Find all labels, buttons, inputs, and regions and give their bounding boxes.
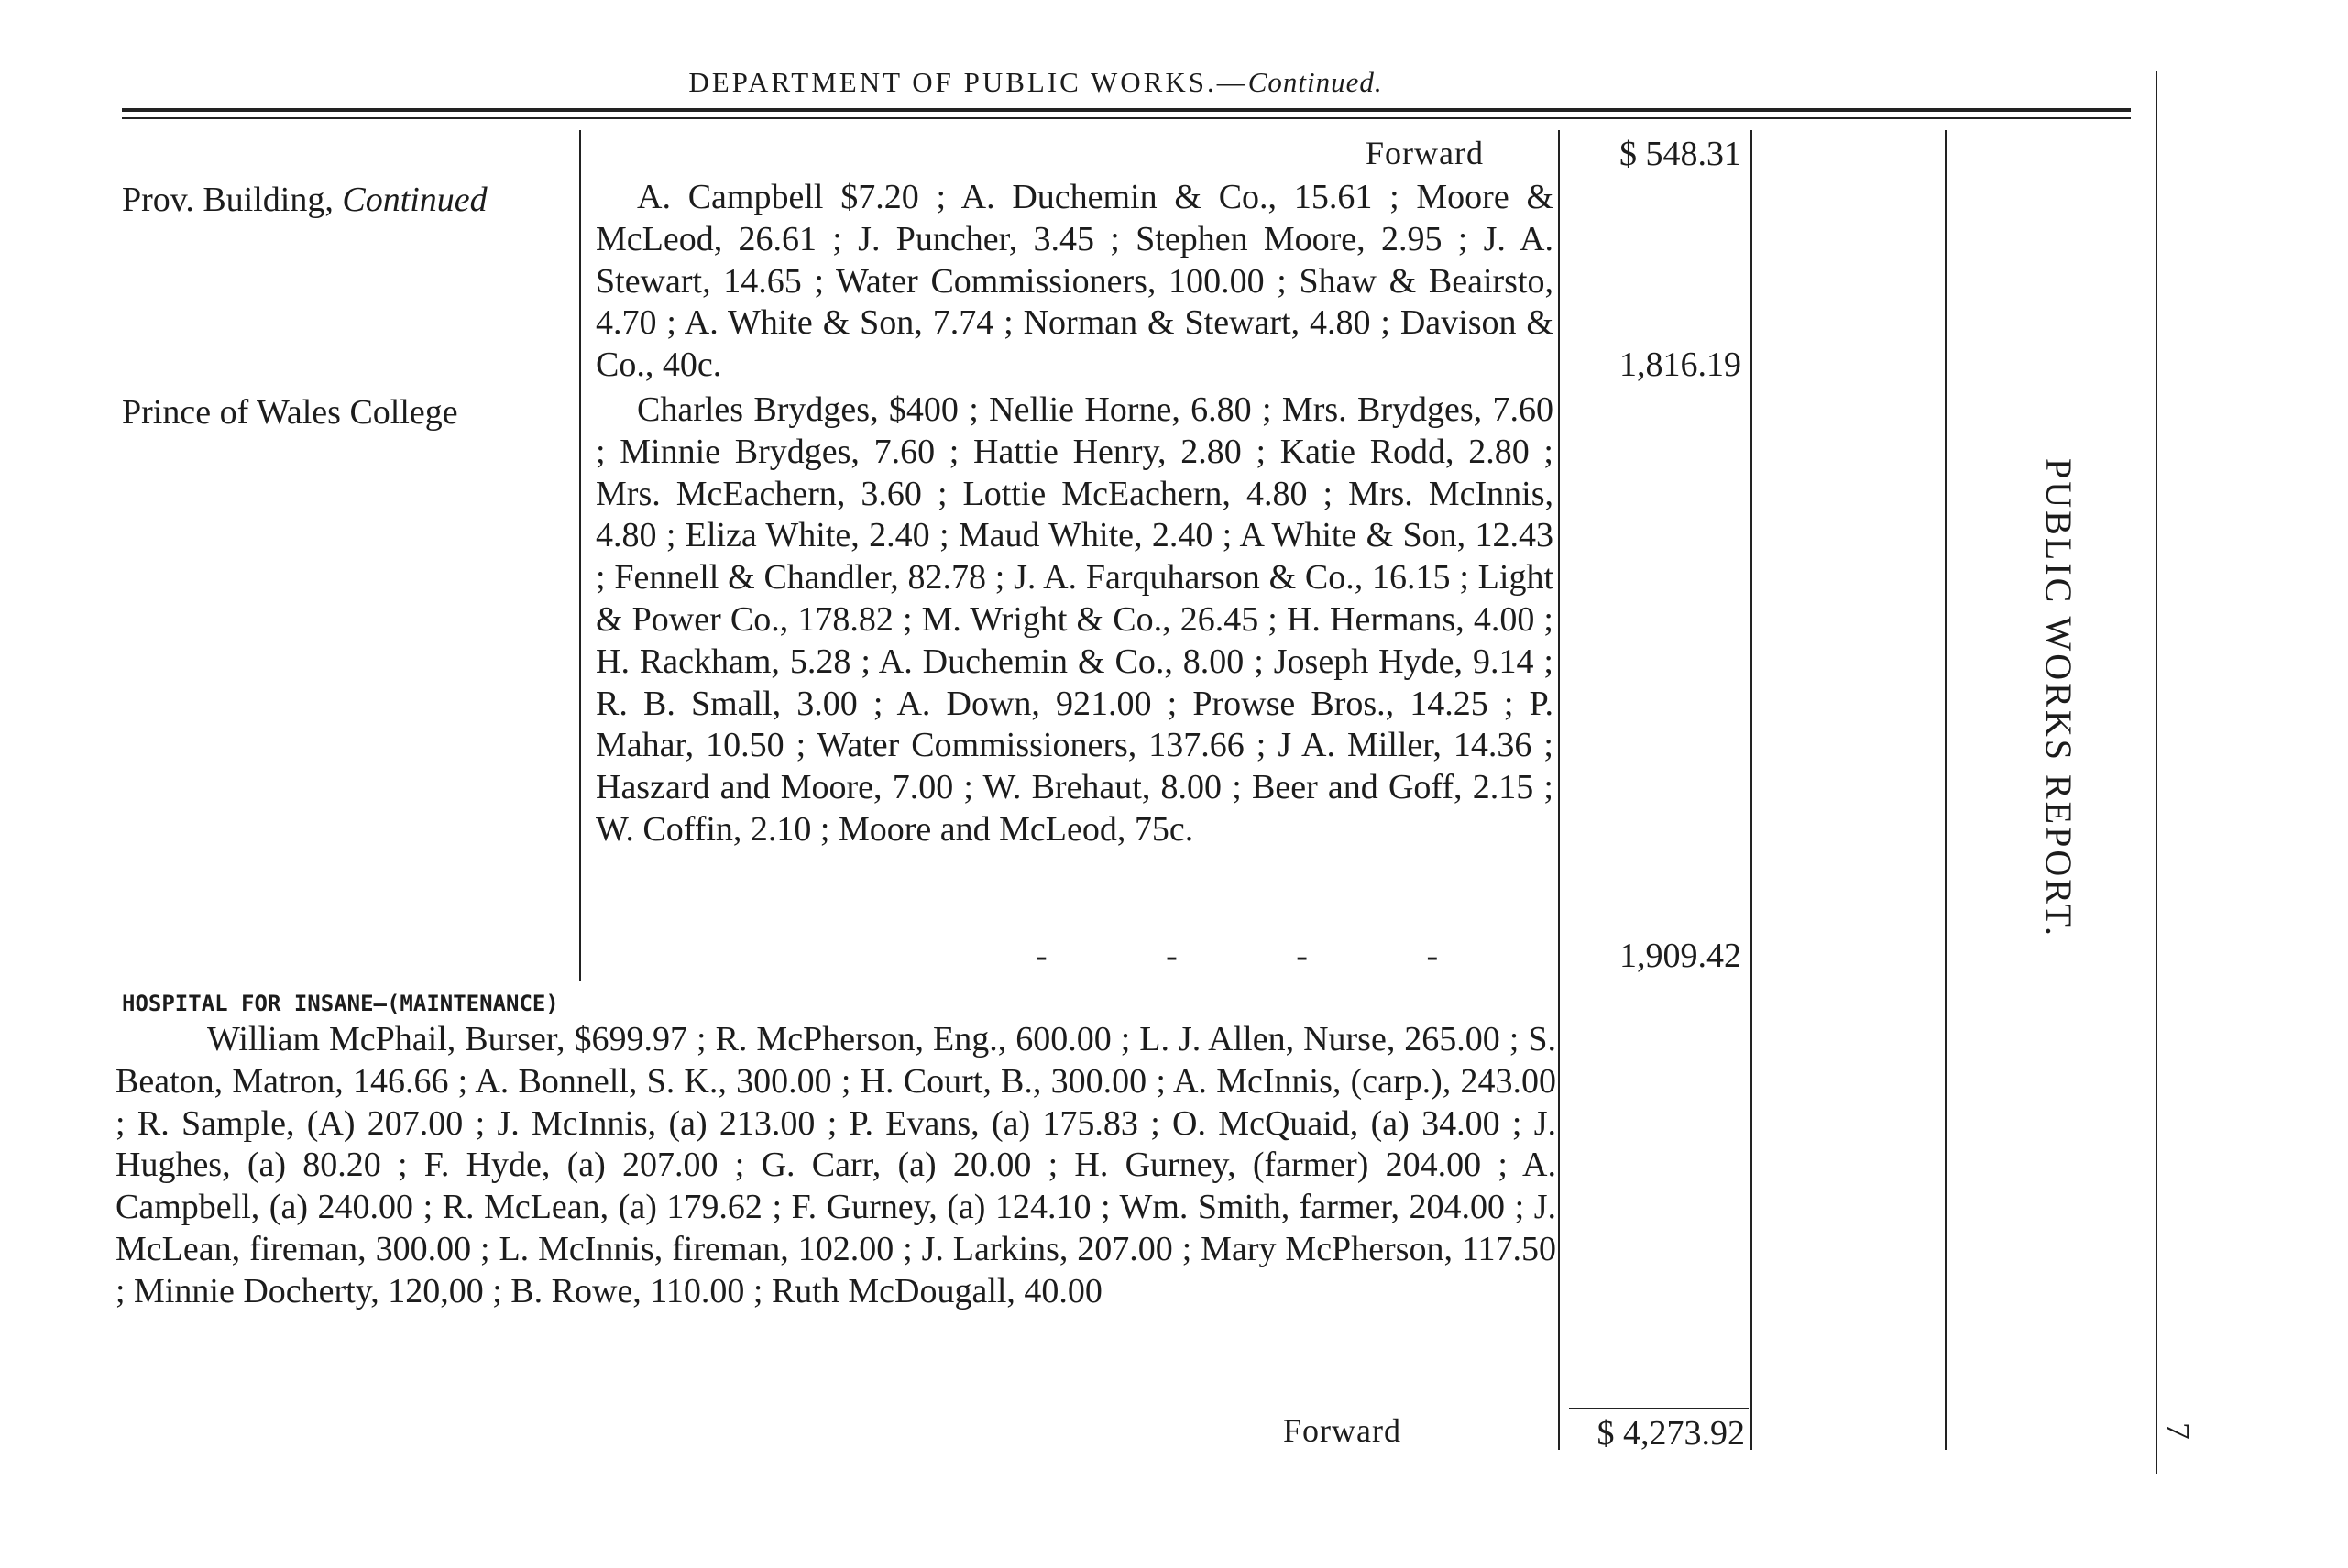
hospital-text	[115, 1019, 1556, 1313]
running-head: PUBLIC WORKS REPORT.	[2038, 458, 2079, 938]
entry-amount-prince-of-wales-college: 1,909.42	[1619, 937, 1741, 975]
entry-amount-prov-building: 1,816.19	[1619, 345, 1741, 384]
forward-bottom-amount: $ 4,273.92	[1596, 1414, 1745, 1453]
entry-label-prince-of-wales-college: Prince of Wales College	[122, 393, 458, 432]
header-rule-bottom	[122, 117, 2131, 119]
entry-label: Prov. Building,	[122, 181, 334, 219]
amount-column-rule-left	[1558, 130, 1560, 1450]
entry-text: Charles Brydges, $400 ; Nellie Horne, 6.80 ; Mrs. Brydges, 7.60 ; Minnie Brydges, 7.60 ; Hattie Henry, 2.80 ; Katie Rodd, 2.80 ; Mrs. McEachern, 3.60 ; Lottie McEachern, 4.80 ; Mrs. McInnis, 4.80 ; Eliza White, 2.40 ; Maud White, 2.40 ; A White & Son, 12.43 ; Fennell & Chandler, 82.78 ; J. A. Farquharson & Co., 16.15 ; Light & Power Co., 178.82 ; M. Wright & Co., 26.45 ; H. Hermans, 4.00 ; H. Rackham, 5.28 ; A. Duchemin & Co., 8.00 ; Joseph Hyde, 9.14 ; R. B. Small, 3.00 ; A. Down, 921.00 ; Prowse Bros., 14.25 ; P. Mahar, 10.50 ; Water Commissioners, 137.66 ; J A. Miller, 14.36 ; Haszard and Moore, 7.00 ; W. Brehaut, 8.00 ; Beer and Goff, 2.15 ; W. Coffin, 2.10 ; Moore and McLeod, 75c.	[596, 390, 1553, 849]
entry-text: A. Campbell $7.20 ; A. Duchemin & Co., 15.61 ; Moore & McLeod, 26.61 ; J. Puncher, 3.45 ; Stephen Moore, 2.95 ; J. A. Stewart, 14.65 ; Water Commissioners, 100.00 ; Shaw & Beairsto, 4.70 ; A. White & Son, 7.74 ; Norman & Stewart, 4.80 ; Davison & Co., 40c.	[596, 178, 1553, 385]
total-rule	[1569, 1408, 1749, 1409]
entry-text-prov-building	[596, 177, 1553, 387]
header-continued: Continued.	[1247, 66, 1383, 98]
forward-top-amount: $ 548.31	[1619, 135, 1741, 173]
entry-label-continued: Continued	[342, 181, 488, 219]
entry-text-prince-of-wales-college	[596, 389, 1553, 851]
amount-column-rule-right	[1750, 130, 1752, 1450]
margin-rule	[2156, 71, 2157, 1474]
entry-label-prov-building	[122, 180, 488, 220]
column-rule-3	[1945, 130, 1947, 1450]
page-header	[532, 66, 1540, 99]
header-rule-top	[122, 108, 2131, 112]
hospital-entry-text: William McPhail, Burser, $699.97 ; R. McPherson, Eng., 600.00 ; L. J. Allen, Nurse, 265.00 ; S. Beaton, Matron, 146.66 ; A. Bonnell, S. K., 300.00 ; H. Court, B., 300.00 ; A. McInnis, (carp.), 243.00 ; R. Sample, (A) 207.00 ; J. McInnis, (a) 213.00 ; P. Evans, (a) 175.83 ; O. McQuaid, (a) 34.00 ; J. Hughes, (a) 80.20 ; F. Hyde, (a) 207.00 ; G. Carr, (a) 20.00 ; H. Gurney, (farmer) 204.00 ; A. Campbell, (a) 240.00 ; R. McLean, (a) 179.62 ; F. Gurney, (a) 124.10 ; Wm. Smith, farmer, 204.00 ; J. McLean, fireman, 300.00 ; L. McInnis, fireman, 102.00 ; J. Larkins, 207.00 ; Mary McPherson, 117.50 ; Minnie Docherty, 120,00 ; B. Rowe, 110.00 ; Ruth McDougall, 40.00	[115, 1020, 1556, 1310]
forward-top-label: Forward	[1366, 135, 1484, 171]
section-heading-hospital: HOSPITAL FOR INSANE—(MAINTENANCE)	[122, 991, 559, 1016]
forward-bottom-label: Forward	[1283, 1412, 1401, 1449]
page-number: 7	[2158, 1422, 2197, 1440]
header-title: DEPARTMENT OF PUBLIC WORKS.—	[688, 66, 1248, 98]
description-column-rule	[579, 130, 581, 981]
leader-dashes: - - - -	[1036, 937, 1439, 975]
